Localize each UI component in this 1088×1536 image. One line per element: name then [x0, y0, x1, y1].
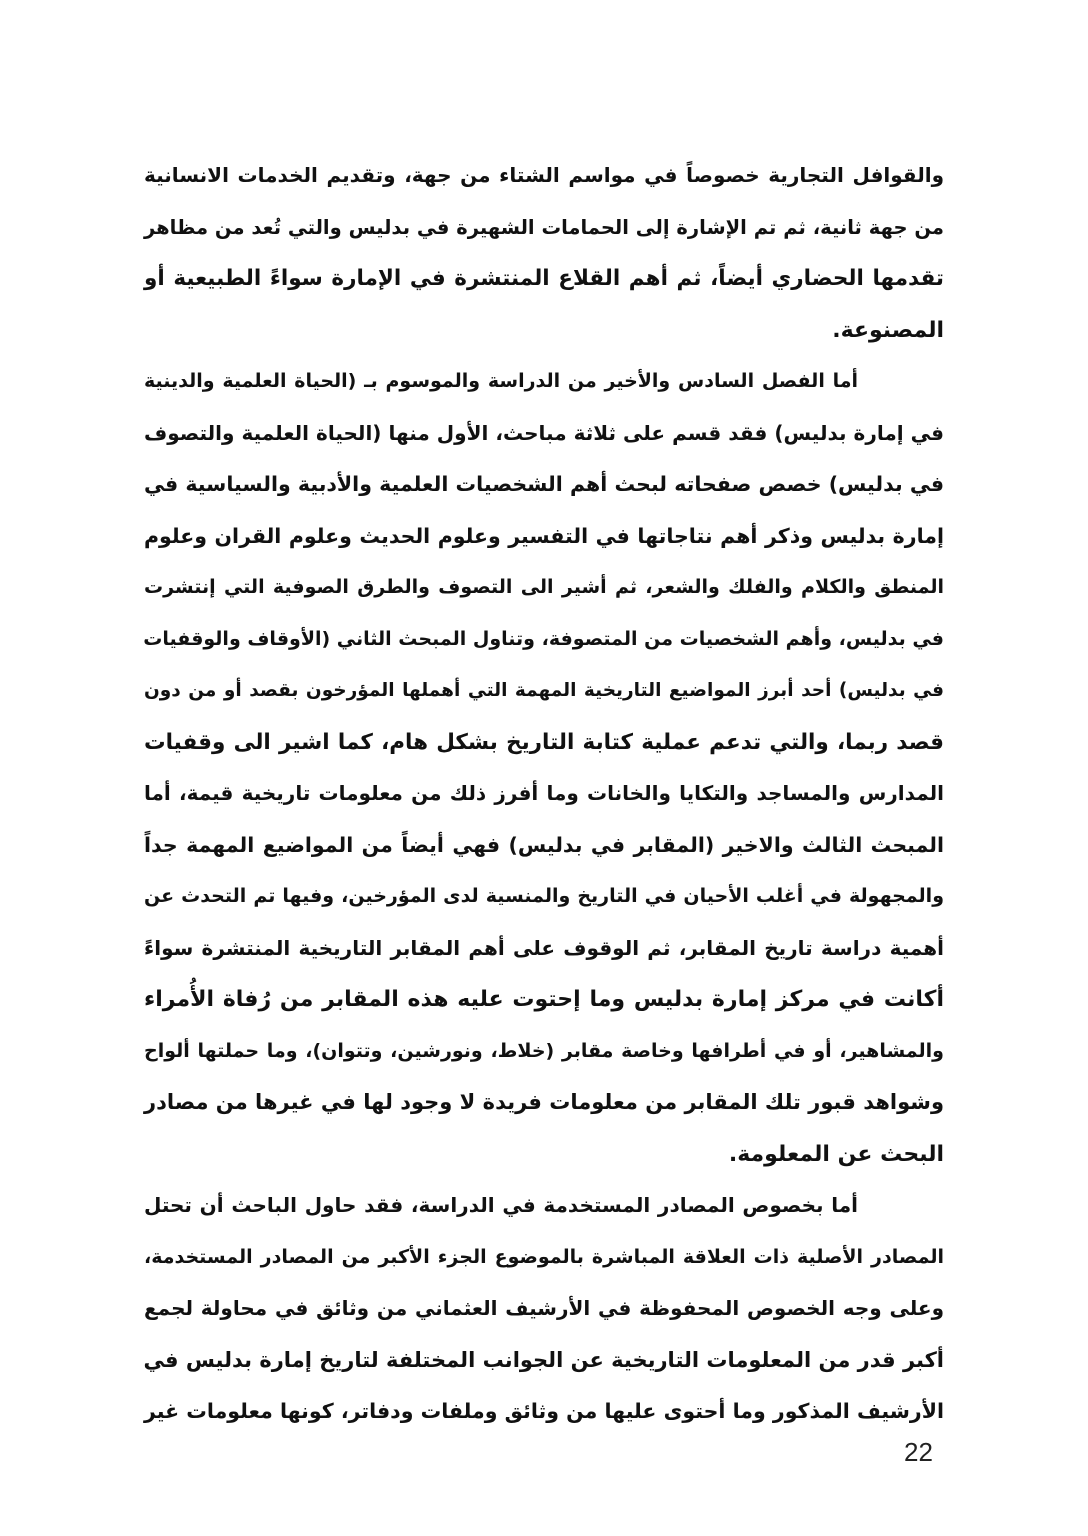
text-line: في بدليس) أحد أبرز المواضيع التاريخية المهمة التي أهملها المؤرخون بقصد أو من دون — [144, 680, 944, 701]
text-line: إمارة بدليس وذكر أهم نتاجاتها في التفسير وعلوم الحديث وعلوم القران وعلوم — [144, 523, 944, 548]
text-line: أهمية دراسة تاريخ المقابر، ثم الوقوف على أهم المقابر التاريخية المنتشرة سواءً — [144, 935, 944, 960]
text-line: من جهة ثانية، ثم تم الإشارة إلى الحمامات الشهيرة في بدليس والتي تُعد من مظاهر — [144, 215, 944, 239]
text-line: أكبر قدر من المعلومات التاريخية عن الجوانب المختلفة لتاريخ إمارة بدليس في — [143, 1347, 944, 1372]
text-line: والقوافل التجارية خصوصاً في مواسم الشتاء من جهة، وتقديم الخدمات الانسانية — [144, 163, 944, 187]
text-line: في بدليس) خصص صفحاته لبحث أهم الشخصيات العلمية والأدبية والسياسية في — [144, 472, 944, 496]
page-number: 22 — [904, 1437, 933, 1467]
text-line: المصادر الأصلية ذات العلاقة المباشرة بالموضوع الجزء الأكبر من المصادر المستخدمة، — [144, 1245, 944, 1268]
body-text — [144, 150, 944, 1438]
paragraph — [144, 1180, 944, 1438]
text-line: تقدمها الحضاري أيضاً، ثم أهم القلاع المنتشرة في الإمارة سواءً الطبيعية أو — [144, 266, 944, 291]
text-line: المدارس والمساجد والتكايا والخانات وما أفرز ذلك من معلومات تاريخية قيمة، أما — [144, 781, 944, 805]
text-line: البحث عن المعلومة. — [728, 1141, 944, 1167]
text-line: في بدليس، وأهم الشخصيات من المتصوفة، وتناول المبحث الثاني (الأوقاف والوقفيات — [143, 627, 944, 650]
text-line: وشواهد قبور تلك المقابر من معلومات فريدة لا وجود لها في غيرها من مصادر — [144, 1090, 944, 1114]
paragraph — [144, 356, 944, 1180]
text-line: أما بخصوص المصادر المستخدمة في الدراسة، فقد حاول الباحث أن تحتل — [144, 1193, 858, 1217]
text-line: وعلى وجه الخصوص المحفوظة في الأرشيف العثماني من وثائق في محاولة لجمع — [144, 1296, 944, 1320]
text-line: أما الفصل السادس والأخير من الدراسة والموسوم بـ (الحياة العلمية والدينية — [144, 370, 858, 392]
text-line: الأرشيف المذكور وما أحتوى عليها من وثائق وملفات ودفاتر، كونها معلومات غير — [144, 1399, 944, 1423]
text-line: قصد ربما، والتي تدعم عملية كتابة التاريخ بشكل هام، كما اشير الى وقفيات — [144, 729, 944, 755]
text-line: في إمارة بدليس) فقد قسم على ثلاثة مباحث، الأول منها (الحياة العلمية والتصوف — [144, 420, 944, 445]
text-line: المنطق والكلام والفلك والشعر، ثم أشير الى التصوف والطرق الصوفية التي إنتشرت — [144, 576, 944, 598]
text-line: أكانت في مركز إمارة بدليس وما إحتوت عليه هذه المقابر من رُفاة الأُمراء — [144, 987, 944, 1012]
text-line: والمجهولة في أغلب الأحيان في التاريخ والمنسية لدى المؤرخين، وفيها تم التحدث عن — [144, 885, 944, 907]
text-line: والمشاهير، أو في أطرافها وخاصة مقابر (خلاط، ونورشين، وتتوان)، وما حملتها ألواح — [144, 1039, 944, 1062]
text-line: المصنوعة. — [832, 317, 944, 343]
paragraph — [144, 150, 944, 356]
text-line: المبحث الثالث والاخير (المقابر في بدليس) فهي أيضاً من المواضيع المهمة جداً — [144, 832, 944, 857]
